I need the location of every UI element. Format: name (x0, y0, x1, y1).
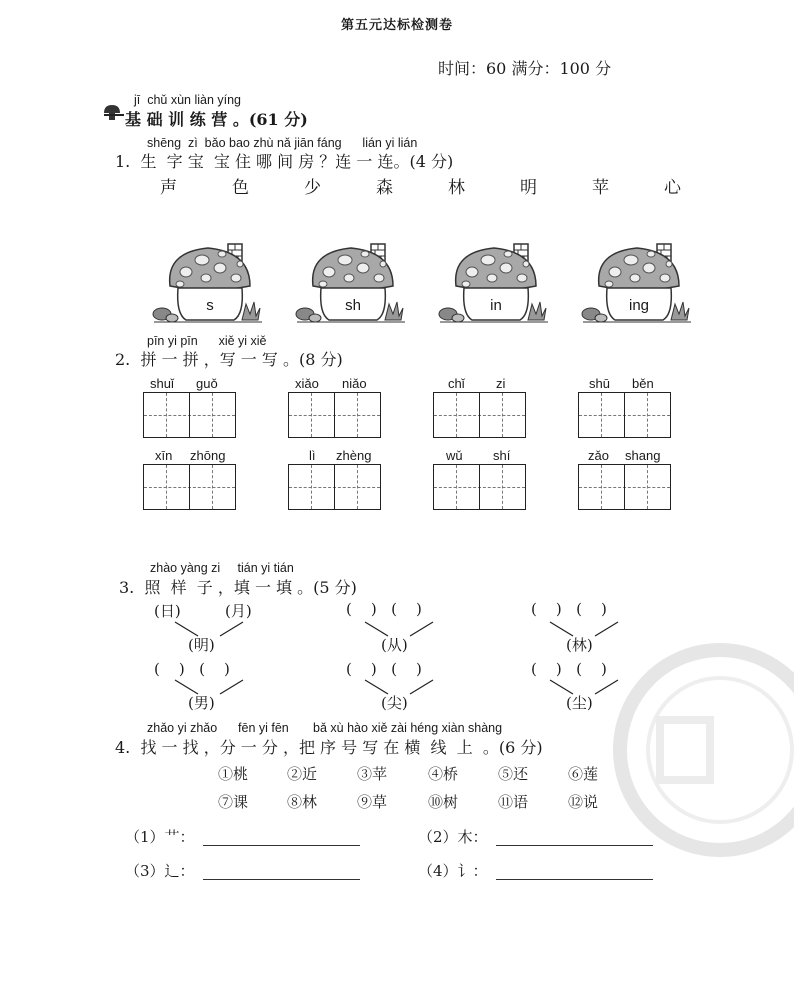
q4-fill-label: （1）艹： (125, 828, 195, 846)
q2-pinyin-label: wǔ (446, 448, 463, 463)
q3-blank-pair[interactable]: ( ) ( ) (346, 660, 422, 678)
house-label: ing (628, 297, 650, 314)
q4-option: ⑫说 (568, 793, 599, 811)
house-label: in (490, 297, 502, 314)
q2-pinyin-label: guǒ (196, 376, 218, 391)
q1-char: 色 (232, 178, 249, 198)
q1-prompt: 1. 生 字 宝 宝 住 哪 间 房 ？连 一 连。(4 分) (115, 152, 454, 171)
q1-char: 苹 (592, 178, 609, 198)
q4-option: ⑤还 (498, 765, 529, 783)
q4-answer-line[interactable] (203, 879, 360, 880)
q3-result: (林) (566, 636, 593, 654)
q3-prompt: 3. 照 样 子 ，填 一 填 。(5 分) (119, 578, 357, 597)
q1-char: 心 (664, 178, 681, 198)
q4-option: ⑧林 (287, 793, 318, 811)
q4-fill-label: （3）辶： (125, 862, 195, 880)
q3-result: (尖) (381, 694, 408, 712)
q4-fill-label: （2）木： (418, 828, 488, 846)
q4-prompt: 4. 找 一 找 ，分 一 分 ，把 序 号 写 在 横 线 上 。(6 分) (115, 738, 543, 757)
q3-pinyin: zhào yàng zi tián yi tián (150, 561, 294, 575)
q1-char: 少 (304, 178, 321, 198)
q1-char: 声 (160, 178, 177, 198)
q1-pinyin: shēng zì bǎo bao zhù nǎ jiān fáng lián yi lián (147, 136, 418, 150)
q4-answer-line[interactable] (203, 845, 360, 846)
q2-pinyin: pīn yi pīn xiě yi xiě (147, 334, 267, 348)
q2-pinyin-label: zi (496, 376, 506, 391)
watermark-seal (600, 640, 794, 860)
q2-pinyin-label: lì (309, 448, 316, 463)
q2-prompt: 2. 拼 一 拼 ，写 一 写 。(8 分) (115, 350, 343, 369)
q2-pinyin-label: xiǎo (295, 376, 319, 391)
q3-blank-pair[interactable]: ( ) ( ) (346, 600, 422, 618)
q1-char: 林 (448, 178, 465, 198)
q1-char: 森 (376, 178, 393, 198)
q4-answer-line[interactable] (496, 879, 653, 880)
q2-pinyin-label: niǎo (342, 376, 367, 391)
section-heading: 基 础 训 练 营 。(61 分) (125, 110, 308, 129)
q1-char: 明 (520, 178, 537, 198)
q2-pinyin-label: shang (625, 448, 661, 463)
page-title: 第五元达标检测卷 (340, 18, 453, 33)
q4-fill-label: （4）讠： (418, 862, 488, 880)
house-label: sh (345, 297, 361, 314)
q3-example-left: (日) (154, 602, 181, 620)
q2-pinyin-label: shí (493, 448, 511, 463)
q4-option: ⑪语 (498, 793, 529, 811)
q2-pinyin-label: chǐ (448, 376, 465, 391)
q4-option: ④桥 (428, 765, 459, 783)
q2-pinyin-label: zhèng (336, 448, 372, 463)
q3-blank-pair[interactable]: ( ) ( ) (154, 660, 230, 678)
q4-option: ②近 (287, 765, 318, 783)
q2-pinyin-label: běn (632, 376, 654, 391)
q2-pinyin-label: shuǐ (150, 376, 174, 391)
house-label: s (206, 297, 214, 314)
q4-option: ⑥莲 (568, 765, 599, 783)
q2-pinyin-label: zhōng (190, 448, 226, 463)
q2-pinyin-label: xīn (155, 448, 173, 463)
q4-option: ⑦课 (218, 793, 249, 811)
q3-result: (从) (381, 636, 408, 654)
q4-option: ⑨草 (357, 793, 388, 811)
q4-option: ⑩树 (428, 793, 459, 811)
q3-result: (尘) (566, 694, 593, 712)
q2-pinyin-label: shū (589, 376, 610, 391)
q3-blank-pair[interactable]: ( ) ( ) (531, 600, 607, 618)
exam-meta: 时间：60 满分：100 分 (438, 59, 612, 78)
q4-option: ①桃 (218, 765, 249, 783)
q4-option: ③苹 (357, 765, 388, 783)
q3-blank-pair[interactable]: ( ) ( ) (531, 660, 607, 678)
q4-pinyin: zhǎo yi zhǎo fēn yi fēn bǎ xù hào xiě zài héng xiàn shàng (147, 721, 503, 735)
q3-result: (男) (188, 694, 215, 712)
q3-result: (明) (188, 636, 215, 654)
q2-pinyin-label: zǎo (588, 448, 609, 463)
section-pinyin: jī chǔ xùn liàn yíng (134, 93, 242, 107)
q3-example-right: (月) (225, 602, 252, 620)
